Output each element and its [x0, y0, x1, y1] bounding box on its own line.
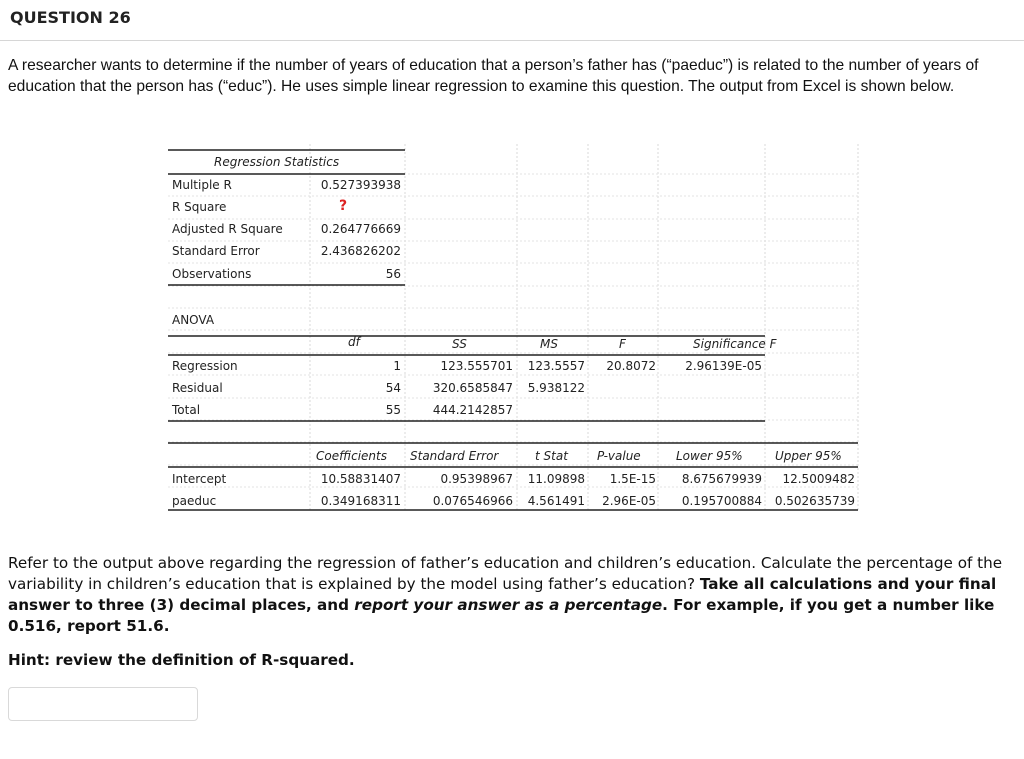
anova-df: 54	[385, 381, 401, 395]
instructions-bold: Take all calculations and your final answer to three (3) decimal places, and	[8, 575, 997, 614]
coef-upper: 0.502635739	[774, 494, 855, 508]
hint-text: Hint: review the definition of R-squared.	[8, 651, 355, 669]
stat-value: 2.436826202	[320, 244, 401, 258]
coef-pvalue: 2.96E-05	[602, 494, 656, 508]
coef-pvalue: 1.5E-15	[609, 472, 656, 486]
coef-tstat: 11.09898	[527, 472, 585, 486]
question-intro: A researcher wants to determine if the number of years of education that a person’s father has (“paeduc”) is related to the number of years of education that the person has (“educ”). He uses simple linear regression to examine this question. The output from Excel is shown below.	[8, 57, 979, 95]
question-instructions	[8, 553, 1013, 637]
anova-header-ss: SS	[452, 337, 467, 351]
stat-label: R Square	[172, 200, 227, 214]
anova-row-label: Residual	[172, 381, 223, 395]
stat-value: 56	[385, 267, 401, 281]
anova-ms: 5.938122	[527, 381, 585, 395]
coef-header: Lower 95%	[676, 449, 743, 463]
anova-header-significance: Significance F	[693, 337, 777, 351]
coef-se: 0.95398967	[440, 472, 513, 486]
coef-lower: 8.675679939	[681, 472, 762, 486]
anova-df: 1	[393, 359, 401, 373]
anova-ms: 123.5557	[527, 359, 585, 373]
stat-label: Standard Error	[172, 244, 260, 258]
coef-header: Upper 95%	[775, 449, 842, 463]
coef-upper: 12.5009482	[782, 472, 855, 486]
instructions-text: Refer to the output above regarding the regression of father’s education and children’s education. Calculate the percentage of the variability in children’s education that is explained by the model using father’s education?	[8, 554, 1003, 593]
coef-header: P-value	[597, 449, 641, 463]
stat-value: 0.264776669	[320, 222, 401, 236]
anova-title: ANOVA	[172, 313, 215, 327]
excel-output-image	[168, 140, 860, 516]
anova-ss: 444.2142857	[432, 403, 513, 417]
coef-row-label: paeduc	[172, 494, 217, 508]
anova-f: 20.8072	[606, 359, 656, 373]
coef-row-label: Intercept	[172, 472, 227, 486]
stat-label: Multiple R	[172, 178, 232, 192]
stat-label: Adjusted R Square	[172, 222, 283, 236]
anova-header-f: F	[619, 337, 626, 351]
anova-header-ms: MS	[540, 337, 558, 351]
coef-header: Standard Error	[410, 449, 499, 463]
coef-se: 0.076546966	[432, 494, 513, 508]
stat-label: Observations	[172, 267, 252, 281]
coef-lower: 0.195700884	[681, 494, 762, 508]
anova-df: 55	[385, 403, 401, 417]
spreadsheet-gridlines	[168, 140, 860, 516]
regression-stats-header: Regression Statistics	[214, 155, 340, 169]
anova-row-label: Total	[172, 403, 201, 417]
r-square-unknown: ?	[338, 198, 348, 214]
answer-input[interactable]	[8, 687, 198, 721]
coef-header: t Stat	[535, 449, 568, 463]
title-divider	[0, 40, 1024, 41]
anova-header-df: df	[348, 335, 360, 349]
anova-ss: 123.555701	[440, 359, 513, 373]
coef-value: 10.58831407	[320, 472, 401, 486]
anova-row-label: Regression	[172, 359, 238, 373]
coef-header: Coefficients	[316, 449, 387, 463]
stat-value: 0.527393938	[320, 178, 401, 192]
coef-tstat: 4.561491	[527, 494, 585, 508]
anova-significance: 2.96139E-05	[685, 359, 762, 373]
anova-ss: 320.6585847	[432, 381, 513, 395]
question-title: QUESTION 26	[10, 8, 131, 27]
coef-value: 0.349168311	[320, 494, 401, 508]
instructions-bold-example: . For example, if you get a number like 0.516, report 51.6.	[8, 596, 995, 635]
instructions-bold-italic: report your answer as a percentage	[354, 596, 663, 614]
